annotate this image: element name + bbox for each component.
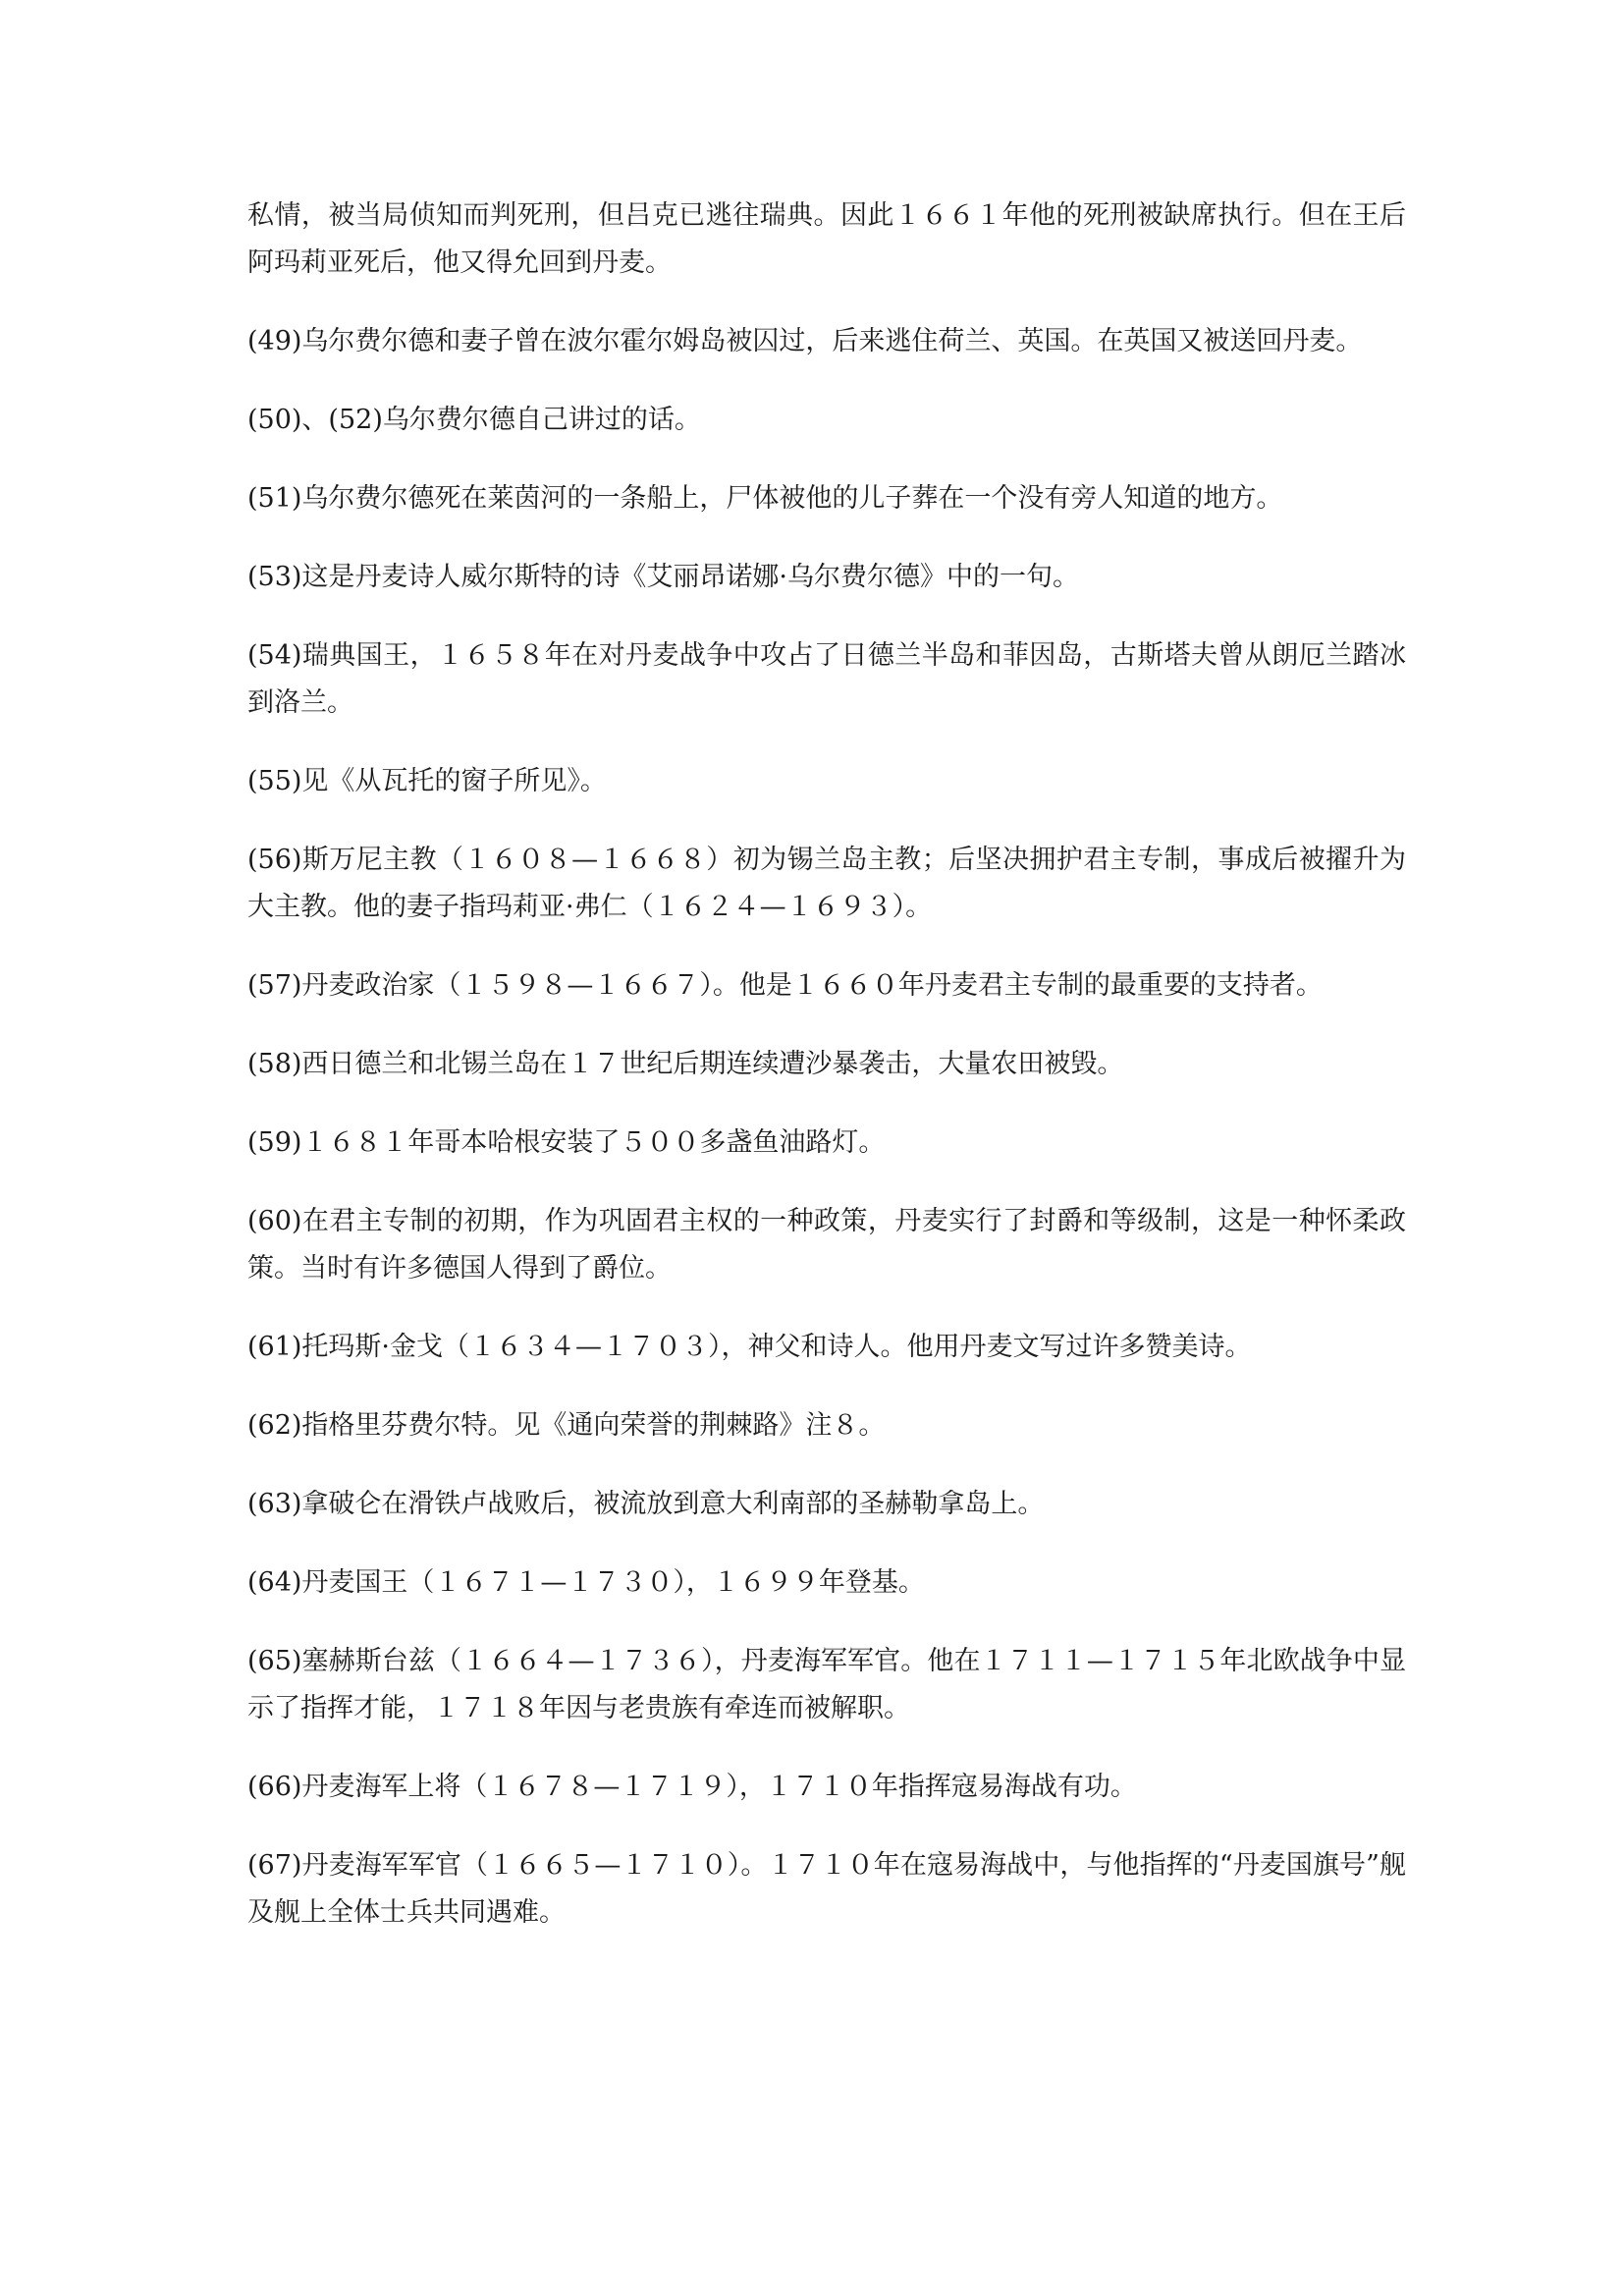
note-62: (62)指格里芬费尔特。见《通向荣誉的荆棘路》注８。 bbox=[247, 1410, 886, 1441]
note-61: (61)托玛斯·金戈（１６３４—１７０３），神父和诗人。他用丹麦文写过许多赞美诗。 bbox=[247, 1332, 1252, 1362]
note-58: (58)西日德兰和北锡兰岛在１７世纪后期连续遭沙暴袭击，大量农田被毁。 bbox=[247, 1049, 1124, 1079]
note-56: (56)斯万尼主教（１６０８—１６６８）初为锡兰岛主教；后坚决拥护君主专制，事成后被擢升为大主教。他的妻子指玛莉亚·弗仁（１６２４—１６９３）。 bbox=[247, 845, 1406, 922]
note-64: (64)丹麦国王（１６７１—１７３０），１６９９年登基。 bbox=[247, 1567, 925, 1598]
note-60: (60)在君主专制的初期，作为巩固君主权的一种政策，丹麦实行了封爵和等级制，这是一种怀柔政策。当时有许多德国人得到了爵位。 bbox=[247, 1206, 1406, 1284]
note-50-52: (50)、(52)乌尔费尔德自己讲过的话。 bbox=[247, 405, 701, 435]
note-66: (66)丹麦海军上将（１６７８—１７１９），１７１０年指挥寇易海战有功。 bbox=[247, 1772, 1137, 1802]
note-55: (55)见《从瓦托的窗子所见》。 bbox=[247, 766, 607, 796]
notes-list bbox=[247, 192, 1406, 1968]
note-59: (59)１６８１年哥本哈根安装了５００多盏鱼油路灯。 bbox=[247, 1127, 886, 1158]
note-54: (54)瑞典国王，１６５８年在对丹麦战争中攻占了日德兰半岛和菲因岛，古斯塔夫曾从朗厄兰踏冰到洛兰。 bbox=[247, 640, 1406, 718]
note-53: (53)这是丹麦诗人威尔斯特的诗《艾丽昂诺娜·乌尔费尔德》中的一句。 bbox=[247, 562, 1080, 592]
note-51: (51)乌尔费尔德死在莱茵河的一条船上，尸体被他的儿子葬在一个没有旁人知道的地方。 bbox=[247, 483, 1283, 514]
note-57: (57)丹麦政治家（１５９８—１６６７）。他是１６６０年丹麦君主专制的最重要的支持者。 bbox=[247, 970, 1323, 1001]
note-48-continued: 私情，被当局侦知而判死刑，但吕克已逃往瑞典。因此１６６１年他的死刑被缺席执行。但在王后阿玛莉亚死后，他又得允回到丹麦。 bbox=[247, 200, 1406, 278]
note-67: (67)丹麦海军军官（１６６５—１７１０）。１７１０年在寇易海战中，与他指挥的“丹麦国旗号”舰及舰上全体士兵共同遇难。 bbox=[247, 1850, 1406, 1928]
note-49: (49)乌尔费尔德和妻子曾在波尔霍尔姆岛被囚过，后来逃住荷兰、英国。在英国又被送回丹麦。 bbox=[247, 326, 1363, 356]
note-63: (63)拿破仑在滑铁卢战败后，被流放到意大利南部的圣赫勒拿岛上。 bbox=[247, 1489, 1045, 1519]
note-65: (65)塞赫斯台兹（１６６４—１７３６），丹麦海军军官。他在１７１１—１７１５年北欧战争中显示了指挥才能，１７１８年因与老贵族有牵连而被解职。 bbox=[247, 1646, 1406, 1723]
